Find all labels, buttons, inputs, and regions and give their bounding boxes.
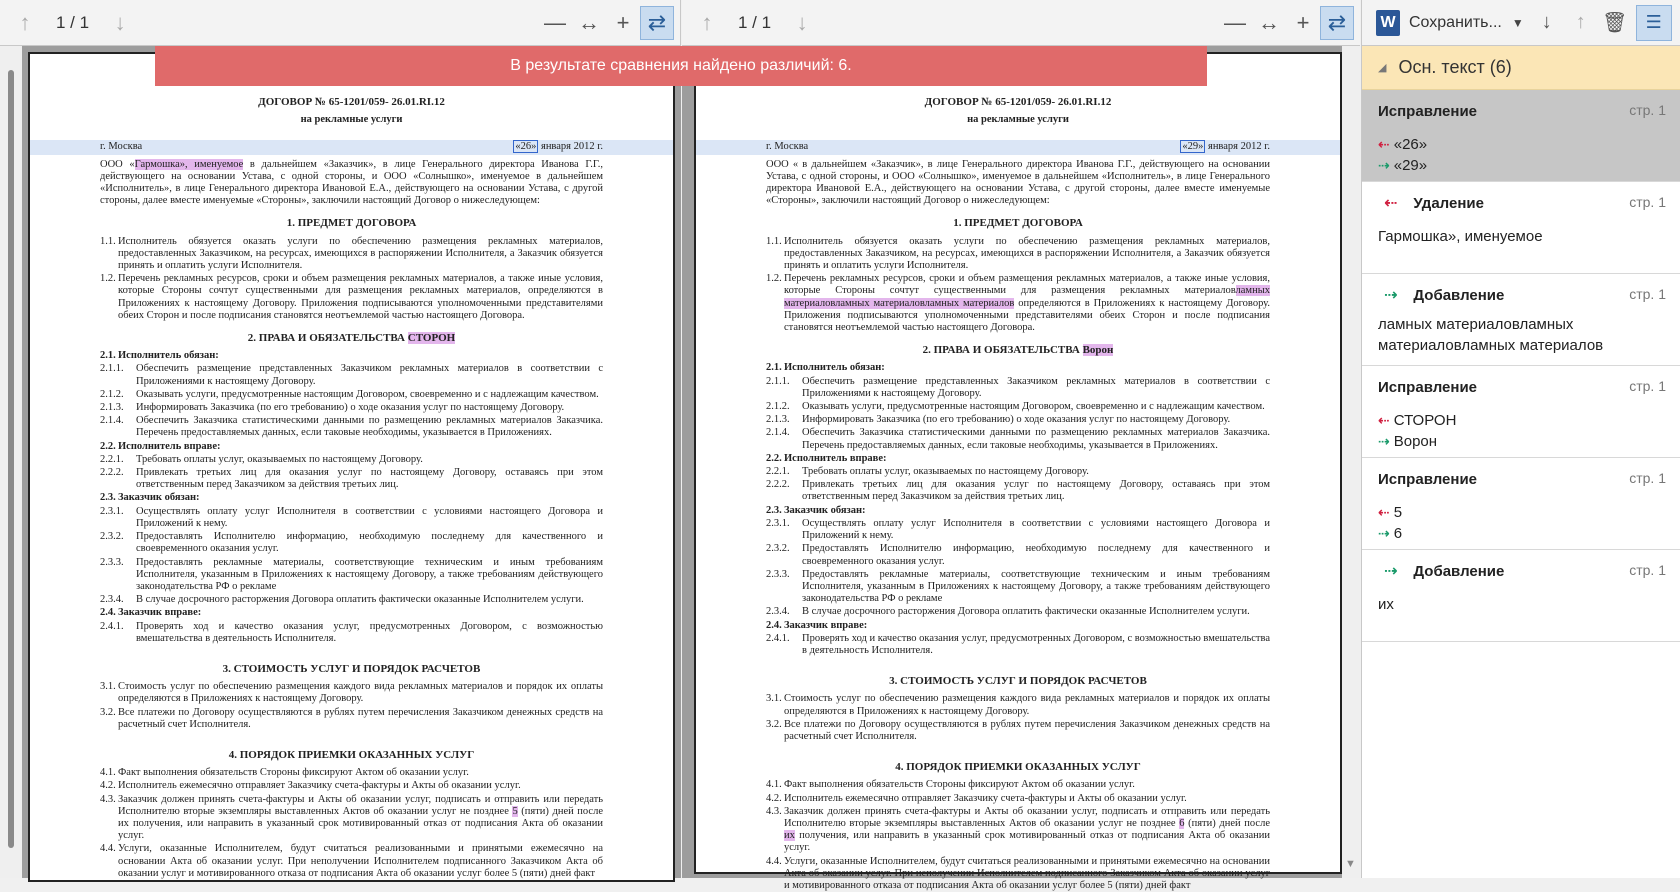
clause-4-2-b: 4.2. Исполнитель ежемесячно отправляет Заказчику счета-фактуры и Акты об оказании услуг. (766, 792, 1187, 804)
clause-1-2-2: 1.2. Перечень рекламных ресурсов, сроки и объем размещения рекламных материалов, а также иные условия, которые Стороны сочтут существенными для размещения рекламных материаловламных материаловламных материаловламных материалов определяются в Приложениях к настоящему Договору. Приложения подписываются уполномоченными представителями обеих Сторон и после подписания становятся неотъемлемой частью настоящего Договора. (766, 273, 1270, 334)
prev-page-button-2[interactable]: ↑ (701, 9, 713, 35)
clause-2-3-3: 2.3.3. Предоставлять рекламные материалы, соответствующие техническим и иным требованиям Исполнителя, указанным в Приложениях к настоящему Договору, а также требованиям действующего законодательства РФ о рекламе (100, 556, 603, 592)
clause-2-4: 2.4. Заказчик вправе: (100, 607, 202, 619)
addition-arrow-icon: ⇢ (1384, 287, 1398, 304)
clause-4-4: 4.4. Услуги, оказанные Исполнителем, будут считаться реализованными и принятыми ежемесячно на основании Акта об оказании услуг. При неполучении Исполнителем подписанного Заказчиком Акта об оказании услуг и мотивированного отказа от подписания Акта об оказании услуг более 5 (пяти) дней факт (100, 843, 603, 879)
change-text: их (1378, 596, 1394, 613)
clause-2-1-1: 2.1.1. Обеспечить размещение представленных Заказчиком рекламных материалов в соответствии с Приложениями к настоящему Договору. (100, 363, 603, 387)
intro-paragraph-2: ООО « в дальнейшем «Заказчик», в лице Генерального директора Иванова Г.Г., действующего на основании Устава, с одной стороны, и ООО «Солнышко», именуемое в дальнейшем «Исполнитель», в лице Генерального директора Ивановой Е.А., действующего на основании Устава, с другой стороны, далее вместе именуемые «Стороны», заключили настоящий Договор о нижеследующем: (766, 158, 1270, 207)
deletion-arrow-icon: ⇠ (1384, 195, 1398, 212)
clause-4-1-b: 4.1. Факт выполнения обязательств Стороны фиксируют Актом об оказании услуг. (766, 779, 1135, 791)
trash-icon[interactable]: 🗑 (1602, 12, 1628, 34)
removed-arrow-icon: ⇠ (1378, 136, 1390, 152)
clause-2-4-1-b: 2.4.1. Проверять ход и качество оказания услуг, предусмотренных Договором, с возможностью вмешательства в деятельность Исполнителя. (766, 632, 1270, 656)
change-type: Исправление (1378, 378, 1478, 396)
clause-2-3-2: 2.3.2. Предоставлять Исполнителю информацию, необходимую последнему для качественного и своевременного оказания услуг. (100, 531, 603, 555)
left-scrollbar[interactable] (0, 46, 22, 878)
ikh-diff-highlight[interactable]: их (784, 830, 795, 842)
clause-2-4-b: 2.4. Заказчик вправе: (766, 619, 868, 631)
clause-2-3-2-b: 2.3.2. Предоставлять Исполнителю информацию, необходимую последнему для качественного и своевременного оказания услуг. (766, 543, 1270, 567)
city: г. Москва (100, 141, 143, 153)
prev-page-button[interactable]: ↑ (19, 9, 31, 35)
removed-arrow-icon: ⇠ (1378, 412, 1390, 428)
change-page: стр. 1 (1629, 470, 1666, 486)
change-page: стр. 1 (1629, 194, 1666, 210)
clause-4-3-b: 4.3. Заказчик должен принять счета-фактуры и Акты об оказании услуг, подписать и отправить или передать Исполнителю вторые экземпляры выставленных Актов об оказании услуг не позднее 6 (пяти) дней после их получения, или направить в указанный срок мотивированный отказ от подписания Акта об оказании услуг. (766, 805, 1270, 854)
fit-width-button-2[interactable]: ↔ (1258, 9, 1280, 35)
clause-2-1-4: 2.1.4. Обеспечить Заказчика статистическими данными по размещению рекламных материалов Заказчика. Перечень предоставляемых данных, если таковые необходимы, указывается в Приложениях. (100, 415, 603, 439)
removed-arrow-icon: ⇠ (1378, 504, 1390, 520)
clause-3-1: 3.1. Стоимость услуг по обеспечению размещения каждого вида рекламных материалов и порядок их оплаты определяются в Приложениях к настоящему Договору. (100, 681, 603, 705)
change-type: Исправление (1378, 102, 1478, 120)
section-1-title: 1. ПРЕДМЕТ ДОГОВОРА (286, 217, 417, 230)
clause-1-1-2: 1.1. Исполнитель обязуется оказать услуги по обеспечению размещения рекламных материалов, предоставленных Заказчиком, на ресурсах, имеющихся в распоряжении Исполнителя, а Заказчик обязуется принять и оплатить услуги Исполнителя. (766, 235, 1270, 272)
clause-2-2-1: 2.2.1. Требовать оплаты услуг, оказываемых по настоящему Договору. (100, 453, 423, 465)
zoom-in-button-2[interactable]: + (1296, 9, 1310, 35)
clause-3-1-b: 3.1. Стоимость услуг по обеспечению размещения каждого вида рекламных материалов и порядок их оплаты определяются в Приложениях к настоящему Договору. (766, 693, 1270, 717)
right-document-pane[interactable] (682, 46, 1360, 891)
intro-paragraph: ООО «Гармошка», именуемое в дальнейшем «Заказчик», в лице Генерального директора Иванова Г.Г., действующего на основании Устава, с одной стороны, и ООО «Солнышко», именуемое в дальнейшем «Исполнитель», в лице Генерального директора Ивановой Е.А., действующего на основании Устава, с другой стороны, далее вместе именуемые «Стороны», заключили настоящий Договор о нижеследующем: (100, 158, 603, 207)
clause-2-3-1: 2.3.1. Осуществлять оплату услуг Исполнителя в соответствии с условиями настоящего Договора и Приложений к нему. (100, 505, 603, 529)
section-4-title-2: 4. ПОРЯДОК ПРИЕМКИ ОКАЗАННЫХ УСЛУГ (895, 761, 1141, 774)
deleted-text-highlight[interactable]: Гармошка», именуемое (134, 158, 244, 170)
fit-width-button[interactable]: ↔ (578, 9, 600, 35)
revised-document-page (694, 52, 1342, 891)
change-type: Добавление (1413, 286, 1505, 304)
clause-4-2: 4.2. Исполнитель ежемесячно отправляет Заказчику счета-фактуры и Акты об оказании услуг. (100, 780, 521, 792)
clause-2-1: 2.1. Исполнитель обязан: (100, 350, 219, 362)
city-date-line (30, 140, 673, 154)
voron-diff-highlight[interactable]: Ворон (1082, 344, 1114, 357)
next-change-button[interactable]: ↓ (1541, 11, 1552, 33)
clause-2-1-3-b: 2.1.3. Информировать Заказчика (по его требованию) о ходе оказания услуг по настоящему Договору. (766, 414, 1231, 426)
clause-2-2-2: 2.2.2. Привлекать третьих лиц для оказания услуг по настоящему Договору, оставаясь при этом ответственным перед Заказчиком за действия третьих лиц. (100, 467, 603, 491)
change-item[interactable] (1362, 182, 1680, 274)
clause-2-3: 2.3. Заказчик обязан: (100, 492, 200, 504)
added-arrow-icon: ⇢ (1378, 157, 1390, 173)
clause-2-1-1-b: 2.1.1. Обеспечить размещение представленных Заказчиком рекламных материалов в соответствии с Приложениями к настоящему Договору. (766, 375, 1270, 399)
next-page-button[interactable]: ↓ (114, 9, 126, 35)
right-doc-toolbar (682, 0, 1360, 46)
next-page-button-2[interactable]: ↓ (796, 9, 808, 35)
changes-toolbar (1362, 0, 1680, 46)
clause-2-1-2-b: 2.1.2. Оказывать услуги, предусмотренные настоящим Договором, своевременно и с надлежащим качеством. (766, 401, 1265, 413)
left-scroll-thumb[interactable] (8, 70, 14, 848)
right-scrollbar[interactable] (1342, 46, 1360, 878)
clause-2-1-3: 2.1.3. Информировать Заказчика (по его требованию) о ходе оказания услуг по настоящему Договору. (100, 402, 565, 414)
change-text: Гармошка», именуемое (1378, 228, 1543, 245)
clause-1-2: 1.2. Перечень рекламных ресурсов, сроки и объем размещения рекламных материалов, а также иные условия, которые Стороны сочтут существенными для размещения рекламных материалов, определяются в Приложениях к настоящему Договору. Приложения подписываются уполномоченными представителями обеих Сторон и после подписания становятся неотъемлемой частью настоящего Договора. (100, 273, 603, 321)
city-2: г. Москва (766, 141, 809, 153)
clause-2-2: 2.2. Исполнитель вправе: (100, 440, 221, 452)
clause-2-1-2: 2.1.2. Оказывать услуги, предусмотренные настоящим Договором, своевременно и с надлежащим качеством. (100, 388, 599, 400)
clause-2-2-1-b: 2.2.1. Требовать оплаты услуг, оказываемых по настоящему Договору. (766, 466, 1089, 478)
doc-title: ДОГОВОР № 65-1201/059- 26.01.RI.12 (258, 96, 445, 108)
zoom-out-button[interactable]: — (544, 9, 566, 35)
storon-diff-highlight[interactable]: СТОРОН (407, 332, 456, 345)
scroll-down-arrow-icon[interactable]: ▼ (1345, 858, 1356, 870)
clause-2-3-1-b: 2.3.1. Осуществлять оплату услуг Исполнителя в соответствии с условиями настоящего Договора и Приложений к нему. (766, 517, 1270, 542)
change-item[interactable]: Исправление стр. 1 ⇠ СТОРОН ⇢ Ворон (1362, 366, 1680, 458)
left-page-indicator: 1 / 1 (56, 12, 90, 32)
addition-arrow-icon: ⇢ (1384, 563, 1398, 580)
word-icon: W (1376, 10, 1400, 36)
save-dropdown-icon[interactable]: ▼ (1511, 15, 1524, 30)
change-item[interactable]: Исправление стр. 1 ⇠ 5 ⇢ 6 (1362, 458, 1680, 550)
six-diff-highlight[interactable]: 6 (1179, 817, 1185, 829)
change-type: Исправление (1378, 470, 1478, 488)
clause-4-4-b: 4.4. Услуги, оказанные Исполнителем, будут считаться реализованными и принятыми ежемесячно на основании Акта об оказании услуг. При неполучении Исполнителем подписанного Заказчиком Акта об оказании услуг и мотивированного отказа от подписания Акта об оказании услуг более 5 (пяти) дней факт (766, 855, 1270, 891)
list-view-icon[interactable]: ☰ (1636, 5, 1672, 41)
zoom-in-button[interactable]: + (616, 9, 630, 35)
date-rest: января 2012 г. (538, 141, 603, 153)
change-item[interactable]: Исправление стр. 1 ⇠ «26» ⇢ «29» (1362, 90, 1680, 182)
section-2-title: 2. ПРАВА И ОБЯЗАТЕЛЬСТВА СТОРОН (247, 332, 456, 345)
changes-panel (1361, 0, 1680, 878)
section-1-title-2: 1. ПРЕДМЕТ ДОГОВОРА (953, 217, 1083, 230)
zoom-out-button-2[interactable]: — (1224, 9, 1246, 35)
clause-2-3-4: 2.3.4. В случае досрочного расторжения Договора оплатить фактически оказанные Исполнителем услуги. (100, 594, 584, 606)
date-diff-highlight-2[interactable]: «29» (1182, 141, 1204, 153)
clause-1-1: 1.1. Исполнитель обязуется оказать услуги по обеспечению размещения рекламных материалов, предоставленных Заказчиком, на ресурсах, имеющихся в распоряжении Исполнителя, а Заказчик обязуется принять и оплатить услуги Исполнителя. (100, 235, 603, 272)
left-document-pane[interactable] (0, 46, 681, 878)
doc-title-2: ДОГОВОР № 65-1201/059- 26.01.RI.12 (924, 96, 1112, 108)
sync-scroll-toggle-2[interactable]: ⇄ (1320, 6, 1354, 40)
added-arrow-icon: ⇢ (1378, 525, 1390, 541)
change-page: стр. 1 (1629, 286, 1666, 302)
section-3-title: 3. СТОИМОСТЬ УСЛУГ И ПОРЯДОК РАСЧЕТОВ (222, 662, 481, 675)
added-arrow-icon: ⇢ (1378, 433, 1390, 449)
clause-2-4-1: 2.4.1. Проверять ход и качество оказания услуг, предусмотренных Договором, с возможностью вмешательства в деятельность Исполнителя. (100, 620, 603, 644)
clause-3-2: 3.2. Все платежи по Договору осуществляются в рублях путем перечисления Заказчиком денежных средств на расчетный счет Исполнителя. (100, 706, 603, 730)
clause-4-3: 4.3. Заказчик должен принять счета-фактуры и Акты об оказании услуг, подписать и отправить или передать Исполнителю вторые экземпляры выставленных Актов об оказании услуг не позднее 5 (пяти) дней после их получения, или направить в указанный срок мотивированный отказ от подписания Акта об оказании услуг. (100, 793, 603, 842)
change-item[interactable] (1362, 274, 1680, 366)
comparison-result-banner: В результате сравнения найдено различий: 6. (155, 46, 1207, 86)
change-type: Добавление (1413, 562, 1505, 580)
date-diff-highlight[interactable]: «26» (515, 141, 537, 153)
clause-2-3-b: 2.3. Заказчик обязан: (766, 504, 866, 516)
sync-scroll-toggle[interactable]: ⇄ (640, 6, 674, 40)
five-diff-highlight[interactable]: 5 (512, 805, 518, 817)
clause-2-3-3-b: 2.3.3. Предоставлять рекламные материалы, соответствующие техническим и иным требованиям Исполнителя, указанным в Приложениях к настоящему Договору, а также требованиям действующего законодательства РФ о рекламе (766, 568, 1270, 605)
original-document-page (28, 52, 675, 882)
clause-2-2-b: 2.2. Исполнитель вправе: (766, 452, 887, 464)
right-page-indicator: 1 / 1 (738, 12, 772, 32)
change-page: стр. 1 (1629, 102, 1666, 118)
clause-4-1: 4.1. Факт выполнения обязательств Стороны фиксируют Актом об оказании услуг. (100, 767, 469, 779)
clause-3-2-b: 3.2. Все платежи по Договору осуществляются в рублях путем перечисления Заказчиком денежных средств на расчетный счет Исполнителя. (766, 718, 1270, 742)
change-text: ламных материаловламных материаловламных материалов (1378, 316, 1604, 354)
main-text-group-header[interactable] (1362, 46, 1680, 90)
section-4-title: 4. ПОРЯДОК ПРИЕМКИ ОКАЗАННЫХ УСЛУГ (228, 748, 475, 761)
save-button[interactable]: Сохранить... (1409, 13, 1502, 31)
section-3-title-2: 3. СТОИМОСТЬ УСЛУГ И ПОРЯДОК РАСЧЕТОВ (889, 675, 1147, 688)
clause-2-1-4-b: 2.1.4. Обеспечить Заказчика статистическими данными по размещению рекламных материалов Заказчика. Перечень предоставляемых данных, если таковые необходимы, указывается в Приложениях. (766, 427, 1270, 451)
change-item[interactable] (1362, 550, 1680, 642)
doc-subtitle-2: на рекламные услуги (967, 114, 1069, 126)
prev-change-button[interactable]: ↑ (1575, 11, 1586, 33)
clause-2-1-b: 2.1. Исполнитель обязан: (766, 362, 885, 374)
change-page: стр. 1 (1629, 378, 1666, 394)
left-doc-toolbar (0, 0, 681, 46)
clause-2-3-4-b: 2.3.4. В случае досрочного расторжения Договора оплатить фактически оказанные Исполнителем услуги. (766, 606, 1250, 618)
added-text-highlight[interactable]: ламных материаловламных материаловламных материалов (784, 285, 1270, 309)
doc-subtitle: на рекламные услуги (300, 114, 403, 126)
city-date-line-2: г. Москва «29» января 2012 г. (696, 140, 1340, 154)
collapse-triangle-icon[interactable]: ◢ (1378, 62, 1387, 74)
change-type: Удаление (1413, 194, 1484, 212)
section-2-title-2: 2. ПРАВА И ОБЯЗАТЕЛЬСТВА Ворон (922, 344, 1114, 357)
group-title: Осн. текст (6) (1398, 57, 1512, 77)
clause-2-2-2-b: 2.2.2. Привлекать третьих лиц для оказания услуг по настоящему Договору, оставаясь при этом ответственным перед Заказчиком за действия третьих лиц. (766, 479, 1270, 503)
change-page: стр. 1 (1629, 562, 1666, 578)
